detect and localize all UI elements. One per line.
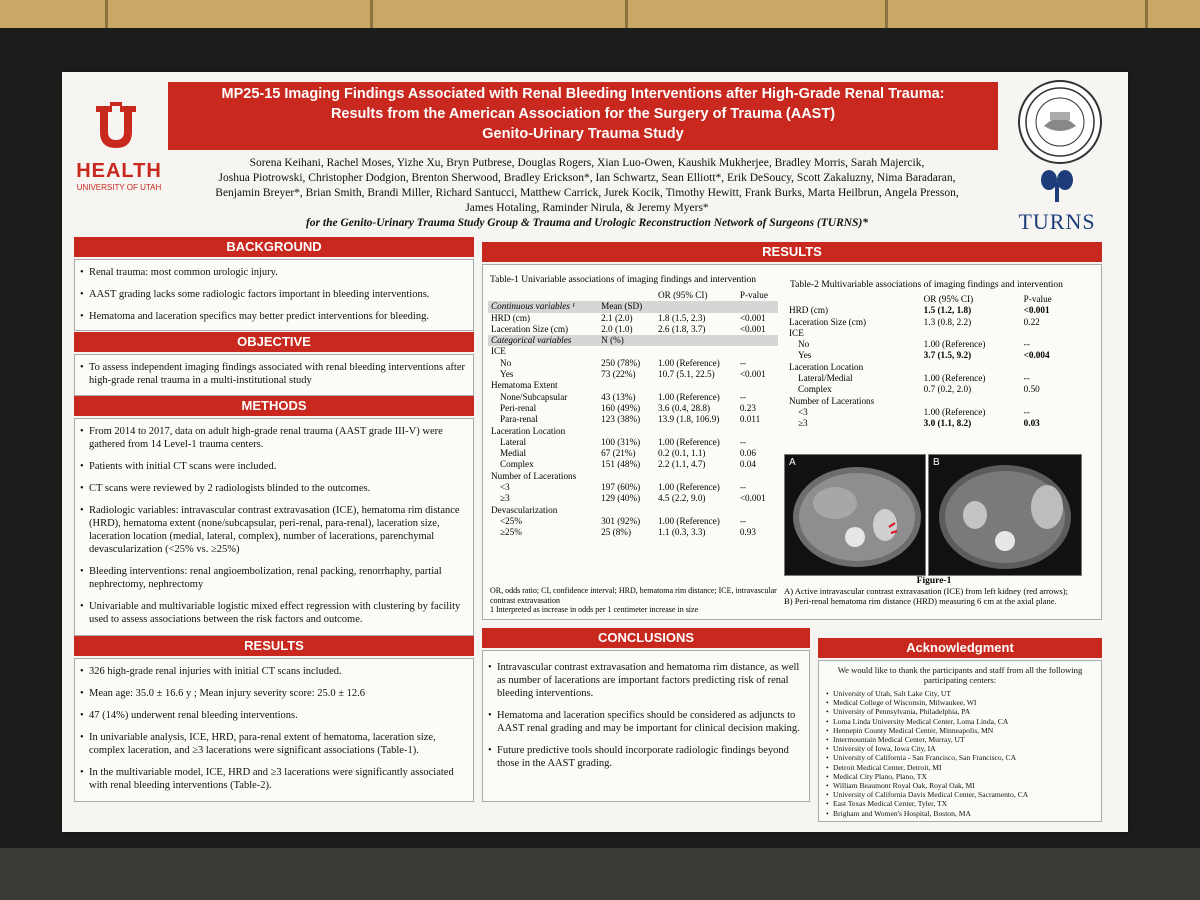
table-cell: ICE <box>491 346 506 357</box>
table-cell: 1.00 (Reference) <box>658 391 720 402</box>
table-cell: 2.6 (1.8, 3.7) <box>658 323 706 334</box>
acknowledgment-intro: We would like to thank the participants and staff from all the following participating centers: <box>837 665 1083 685</box>
list-item: • University of Pennsylvania, Philadelphia, PA <box>833 707 1097 716</box>
table-row <box>786 373 1071 384</box>
table-cell <box>737 335 778 346</box>
table-cell: 1.00 (Reference) <box>923 406 986 417</box>
table-cell: 1.5 (1.2, 1.8) <box>923 305 972 316</box>
table-cell <box>737 346 778 357</box>
table-cell <box>655 505 737 516</box>
table-cell: 1.00 (Reference) <box>658 436 720 447</box>
table-cell: Laceration Location <box>491 425 566 436</box>
ct-image-a <box>785 455 925 575</box>
table-cell: <0.001 <box>739 323 766 334</box>
table-cell: <3 <box>500 482 510 493</box>
table-cell: 67 (21%) <box>601 448 636 459</box>
table-cell: 13.9 (1.8, 106.9) <box>658 414 720 425</box>
health-logo-text <box>74 160 164 192</box>
table-cell <box>737 505 778 516</box>
list-item: • University of California Davis Medical Center, Sacramento, CA <box>833 790 1097 799</box>
list-item: • University of Utah, Salt Lake City, UT <box>833 689 1097 698</box>
table-cell: -- <box>739 436 746 447</box>
table1-footnotes <box>490 586 780 615</box>
list-item: • AAST grading lacks some radiologic factors important in bleeding interventions. <box>89 288 465 301</box>
list-item: • From 2014 to 2017, data on adult high-grade renal trauma (AAST grade III-V) were gathered from 14 Level-1 trauma centers. <box>89 425 465 451</box>
list-item: • In univariable analysis, ICE, HRD, para-renal extent of hematoma, laceration size, complex laceration, and ≥3 lacerations were significant associations (Table-1). <box>89 731 465 757</box>
table2 <box>786 294 1071 430</box>
table-row <box>488 471 778 482</box>
table-row <box>786 339 1071 350</box>
table-cell <box>786 294 921 305</box>
table-cell <box>1021 362 1071 373</box>
research-poster <box>62 72 1128 832</box>
table-cell: Laceration Size (cm) <box>491 323 569 334</box>
table-cell: 151 (48%) <box>601 459 641 470</box>
table-cell <box>655 471 737 482</box>
table-cell <box>1021 396 1071 407</box>
table-cell: 0.03 <box>1023 418 1040 429</box>
title-line-1: MP25-15 Imaging Findings Associated with Renal Bleeding Interventions after High-Grade Renal Trauma: <box>221 86 945 102</box>
table-cell: 100 (31%) <box>601 436 641 447</box>
conclusions-box <box>482 650 810 802</box>
authors-line-4: James Hotaling, Raminder Nirula, & Jeremy Myers* <box>465 202 709 214</box>
table-cell: 1.00 (Reference) <box>658 482 720 493</box>
table-cell: P-value <box>739 290 768 300</box>
table-row <box>488 380 778 391</box>
table-cell: OR (95% CI) <box>923 294 974 304</box>
conclusions-list <box>483 651 809 783</box>
turns-word: TURNS <box>1018 209 1096 234</box>
table-cell: Lateral <box>500 436 527 447</box>
list-item: • Mean age: 35.0 ± 16.6 y ; Mean injury severity score: 25.0 ± 12.6 <box>89 687 465 700</box>
table-cell: Number of Lacerations <box>491 470 577 481</box>
turns-kidney-icon <box>1037 168 1077 204</box>
acknowledgment-header: Acknowledgment <box>818 638 1102 658</box>
figure-caption-a: A) Active intravascular contrast extravasation (ICE) from left kidney (red arrows); <box>784 586 1068 596</box>
list-item: • Loma Linda University Medical Center, Loma Linda, CA <box>833 717 1097 726</box>
table-row <box>488 358 778 369</box>
list-item: • University of California - San Francisco, San Francisco, CA <box>833 753 1097 762</box>
objective-text: • To assess independent imaging findings associated with renal bleeding interventions after high-grade renal trauma in a multi-institutional study <box>89 361 465 387</box>
list-item: • William Beaumont Royal Oak, Royal Oak, MI <box>833 781 1097 790</box>
list-item: • Intravascular contrast extravasation and hematoma rim distance, as well as number of lacerations are important factors predicting risk of renal bleeding interventions. <box>497 661 801 700</box>
list-item: • Medical College of Wisconsin, Milwaukee, WI <box>833 698 1097 707</box>
methods-list <box>75 419 473 639</box>
authors-affiliation: for the Genito-Urinary Trauma Study Group & Trauma and Urologic Reconstruction Network of Surgeons (TURNS)* <box>305 217 869 229</box>
table-cell: 25 (8%) <box>601 527 632 538</box>
table-row <box>786 317 1071 328</box>
table-cell <box>598 346 655 357</box>
table-row <box>488 448 778 459</box>
table-row <box>488 505 778 516</box>
table-cell: 43 (13%) <box>601 391 636 402</box>
table-row <box>786 407 1071 418</box>
list-item: • Hennepin County Medical Center, Minneapolis, MN <box>833 726 1097 735</box>
table-cell: 0.04 <box>739 459 756 470</box>
wall <box>0 0 1200 30</box>
table1-body <box>488 290 778 539</box>
table-cell: ≥3 <box>798 418 808 429</box>
table-row <box>786 305 1071 316</box>
list-item: • In the multivariable model, ICE, HRD and ≥3 lacerations were significantly associated with renal bleeding interventions (Table-2). <box>89 766 465 792</box>
table-cell: Para-renal <box>500 414 538 425</box>
table-cell: 2.2 (1.1, 4.7) <box>658 459 706 470</box>
table-cell <box>655 301 737 312</box>
table-cell: -- <box>739 357 746 368</box>
table-cell: 2.0 (1.0) <box>601 323 633 334</box>
table-cell: Hematoma Extent <box>491 380 558 391</box>
table-row <box>488 313 778 324</box>
list-item: • Hematoma and laceration specifics should be considered as adjuncts to AAST renal grading and may be important for clinical decision making. <box>497 709 801 735</box>
aast-seal-icon <box>1018 80 1102 164</box>
table-cell <box>737 471 778 482</box>
table-row <box>488 346 778 357</box>
table-cell: Laceration Location <box>789 361 864 372</box>
table-cell <box>737 426 778 437</box>
table-cell: <25% <box>500 515 523 526</box>
table-cell: 1.00 (Reference) <box>658 357 720 368</box>
table-cell: 0.22 <box>1023 316 1040 327</box>
table-cell: 0.93 <box>739 527 756 538</box>
table-cell <box>598 426 655 437</box>
methods-box <box>74 418 474 636</box>
table-cell: 3.0 (1.1, 8.2) <box>923 418 972 429</box>
table-cell <box>655 335 737 346</box>
ct-scan-a <box>784 454 926 576</box>
table-cell: HRD (cm) <box>491 312 531 323</box>
table-cell: <3 <box>798 406 808 417</box>
figure-caption <box>784 576 1084 606</box>
health-word: HEALTH <box>76 160 162 182</box>
table-cell <box>737 301 778 312</box>
table-cell: 160 (49%) <box>601 402 641 413</box>
table2-caption: Table-2 Multivariable associations of imaging findings and intervention <box>790 280 1063 290</box>
table-cell: 3.6 (0.4, 28.8) <box>658 402 711 413</box>
list-item: • Medical City Plano, Plano, TX <box>833 772 1097 781</box>
ct-scan-b <box>928 454 1082 576</box>
title-line-2: Results from the American Association for the Surgery of Trauma (AAST) <box>330 106 836 122</box>
table-cell: -- <box>1023 406 1030 417</box>
ct-image-b <box>929 455 1081 575</box>
table-cell: Lateral/Medial <box>798 373 853 384</box>
table-cell: Mean (SD) <box>598 301 655 312</box>
table-cell <box>737 380 778 391</box>
table-row <box>786 396 1071 407</box>
results-left-list <box>75 659 473 805</box>
table-cell: Yes <box>500 369 514 380</box>
list-item: • 47 (14%) underwent renal bleeding interventions. <box>89 709 465 722</box>
list-item: • Univariable and multivariable logistic mixed effect regression with clustering by facility used to assess associations between the risk factors and outcome. <box>89 600 465 626</box>
table-row <box>488 324 778 335</box>
table-row <box>786 384 1071 395</box>
methods-header: METHODS <box>74 396 474 416</box>
table-cell <box>921 328 1021 339</box>
table-cell: -- <box>1023 339 1030 350</box>
table-row <box>488 459 778 470</box>
table-cell: ≥25% <box>500 527 522 538</box>
table-row <box>488 335 778 346</box>
list-item: • Future predictive tools should incorporate radiologic findings beyond those in the AAST grading. <box>497 744 801 770</box>
list-item: • Intermountain Medical Center, Murray, UT <box>833 735 1097 744</box>
figure-label-b: B <box>933 457 940 468</box>
table-cell: Peri-renal <box>500 402 537 413</box>
table-cell: -- <box>1023 373 1030 384</box>
table1 <box>488 290 778 539</box>
table-cell <box>598 505 655 516</box>
table-cell: 1.3 (0.8, 2.2) <box>923 316 972 327</box>
results-left-header: RESULTS <box>74 636 474 656</box>
objective-box <box>74 354 474 396</box>
table-cell: 0.23 <box>739 402 756 413</box>
table-cell <box>921 362 1021 373</box>
table-cell <box>655 426 737 437</box>
table-row <box>488 392 778 403</box>
authors-line-3: Benjamin Breyer*, Brian Smith, Brandi Miller, Richard Santucci, Matthew Carrick, Jurek Kocik, Timothy Hewitt, Frank Burks, Marta Heilbrun, Angela Presson, <box>215 187 959 199</box>
table-cell: Laceration Size (cm) <box>789 316 867 327</box>
list-item: • University of Iowa, Iowa City, IA <box>833 744 1097 753</box>
list-item: • East Texas Medical Center, Tyler, TX <box>833 799 1097 808</box>
table1-footnote-1: OR, odds ratio; CI, confidence interval; HRD, hematoma rim distance; ICE, intravascular contrast extravasation <box>490 586 777 605</box>
table-cell <box>598 471 655 482</box>
table-cell: Medial <box>500 448 527 459</box>
table-cell: 0.06 <box>739 448 756 459</box>
university-word: UNIVERSITY OF UTAH <box>76 183 162 192</box>
table-cell: -- <box>739 515 746 526</box>
table-row <box>786 294 1071 305</box>
table-cell: <0.001 <box>739 312 766 323</box>
authors-line-1: Sorena Keihani, Rachel Moses, Yizhe Xu, Bryn Putbrese, Douglas Rogers, Xian Luo-Owen, Kaushik Mukherjee, Bradley Morris, Sarah Majercik, <box>249 157 925 169</box>
results-left-box <box>74 658 474 802</box>
acknowledgment-box <box>818 660 1102 822</box>
table-cell <box>655 346 737 357</box>
table-cell: 123 (38%) <box>601 414 641 425</box>
table-cell: Categorical variables <box>488 335 598 346</box>
table-cell <box>488 290 598 301</box>
table-cell: 10.7 (5.1, 22.5) <box>658 369 715 380</box>
table-row <box>786 418 1071 429</box>
table-row <box>488 426 778 437</box>
table-row <box>786 328 1071 339</box>
list-item: • Brigham and Women's Hospital, Boston, MA <box>833 809 1097 818</box>
background-box <box>74 259 474 331</box>
list-item: • Renal trauma: most common urologic injury. <box>89 266 465 279</box>
table-cell: Continuous variables ¹ <box>488 301 598 312</box>
table-row <box>488 301 778 312</box>
table-cell: 1.1 (0.3, 3.3) <box>658 527 706 538</box>
table-cell: 301 (92%) <box>601 515 641 526</box>
table-cell: 1.8 (1.5, 2.3) <box>658 312 706 323</box>
objective-header: OBJECTIVE <box>74 332 474 352</box>
table-cell: Devascularization <box>491 504 558 515</box>
table-cell: ≥3 <box>500 493 510 504</box>
list-item: • Radiologic variables: intravascular contrast extravasation (ICE), hematoma rim distance (HRD), hematoma extent (none/subcapsular, peri-renal, para-renal), laceration size, laceration location (medial, lateral, complex), number of lacerations, parenchymal devascularization (<25% vs. ≥25%) <box>89 504 465 556</box>
table-cell: Number of Lacerations <box>789 395 875 406</box>
list-item: • Detroit Medical Center, Detroit, MI <box>833 763 1097 772</box>
table-cell: 129 (40%) <box>601 493 641 504</box>
table-cell: 0.7 (0.2, 2.0) <box>923 384 972 395</box>
table-cell: 197 (60%) <box>601 482 641 493</box>
table-row <box>488 482 778 493</box>
figure-caption-b: B) Peri-renal hematoma rim distance (HRD) measuring 6 cm at the axial plane. <box>784 596 1057 606</box>
table-cell <box>1021 328 1071 339</box>
table-cell: P-value <box>1023 294 1052 304</box>
table-cell: 250 (78%) <box>601 357 641 368</box>
table-cell: Complex <box>798 384 832 395</box>
list-item: • Patients with initial CT scans were included. <box>89 460 465 473</box>
table-cell: <0.001 <box>739 493 766 504</box>
table-row <box>488 516 778 527</box>
list-item: • CT scans were reviewed by 2 radiologists blinded to the outcomes. <box>89 482 465 495</box>
authors-line-2: Joshua Piotrowski, Christopher Dodgion, Brenton Sherwood, Bradley Erickson*, Ian Schwartz, Sean Elliott*, Erik DeSoucy, Scott Zakaluzny, Nima Baradaran, <box>218 172 956 184</box>
title-line-3: Genito-Urinary Trauma Study <box>482 126 684 142</box>
results-header: RESULTS <box>482 242 1102 262</box>
figure-label-a: A <box>789 457 796 468</box>
table-row <box>488 493 778 504</box>
table-row <box>488 437 778 448</box>
table-cell: 0.2 (0.1, 1.1) <box>658 448 706 459</box>
university-of-utah-logo <box>92 102 140 152</box>
table-cell: N (%) <box>598 335 655 346</box>
table-cell: 1.00 (Reference) <box>658 515 720 526</box>
figure-title: Figure-1 <box>916 576 952 586</box>
table1-caption: Table-1 Univariable associations of imaging findings and intervention <box>490 275 757 285</box>
table2-body <box>786 294 1071 430</box>
poster-title <box>168 82 998 150</box>
list-item: • Bleeding interventions: renal angioembolization, renal packing, renorrhaphy, partial nephrectomy, nephrectomy <box>89 565 465 591</box>
background-header: BACKGROUND <box>74 237 474 257</box>
table-cell: 1.00 (Reference) <box>923 373 986 384</box>
table-cell: 2.1 (2.0) <box>601 312 633 323</box>
acknowledgment-centers <box>819 685 1101 820</box>
table-row <box>488 414 778 425</box>
table-row <box>488 290 778 301</box>
table-cell <box>921 396 1021 407</box>
table-cell: <0.001 <box>1023 305 1050 316</box>
table-cell: 0.50 <box>1023 384 1040 395</box>
turns-logo <box>1002 168 1112 235</box>
table-row <box>488 527 778 538</box>
table-cell: Complex <box>500 459 534 470</box>
table-cell: 0.011 <box>739 414 761 425</box>
table-cell: <0.004 <box>1023 350 1050 361</box>
table-cell <box>598 290 655 301</box>
table-row <box>786 362 1071 373</box>
list-item: • 326 high-grade renal injuries with initial CT scans included. <box>89 665 465 678</box>
table-cell: -- <box>739 482 746 493</box>
table-cell: 4.5 (2.2, 9.0) <box>658 493 706 504</box>
list-item: • Hematoma and laceration specifics may better predict interventions for bleeding. <box>89 310 465 323</box>
table-cell: -- <box>739 391 746 402</box>
table-cell <box>655 380 737 391</box>
table-cell: ICE <box>789 327 804 338</box>
table-cell: 73 (22%) <box>601 369 636 380</box>
table-cell: <0.001 <box>739 369 766 380</box>
table-cell: OR (95% CI) <box>658 290 708 300</box>
background-list <box>75 260 473 336</box>
table-row <box>786 350 1071 361</box>
table-cell: No <box>500 357 512 368</box>
table1-footnote-2: 1 Interpreted as increase in odds per 1 centimeter increase in size <box>490 605 699 614</box>
table-row <box>488 369 778 380</box>
table-row <box>488 403 778 414</box>
table-cell <box>598 380 655 391</box>
author-list <box>172 156 1002 231</box>
table-cell: Yes <box>798 350 812 361</box>
conclusions-header: CONCLUSIONS <box>482 628 810 648</box>
floor <box>0 848 1200 900</box>
table-cell: HRD (cm) <box>789 305 829 316</box>
table-cell: None/Subcapsular <box>500 391 568 402</box>
table-cell: No <box>798 339 810 350</box>
table-cell: 1.00 (Reference) <box>923 339 986 350</box>
table-cell: 3.7 (1.5, 9.2) <box>923 350 972 361</box>
